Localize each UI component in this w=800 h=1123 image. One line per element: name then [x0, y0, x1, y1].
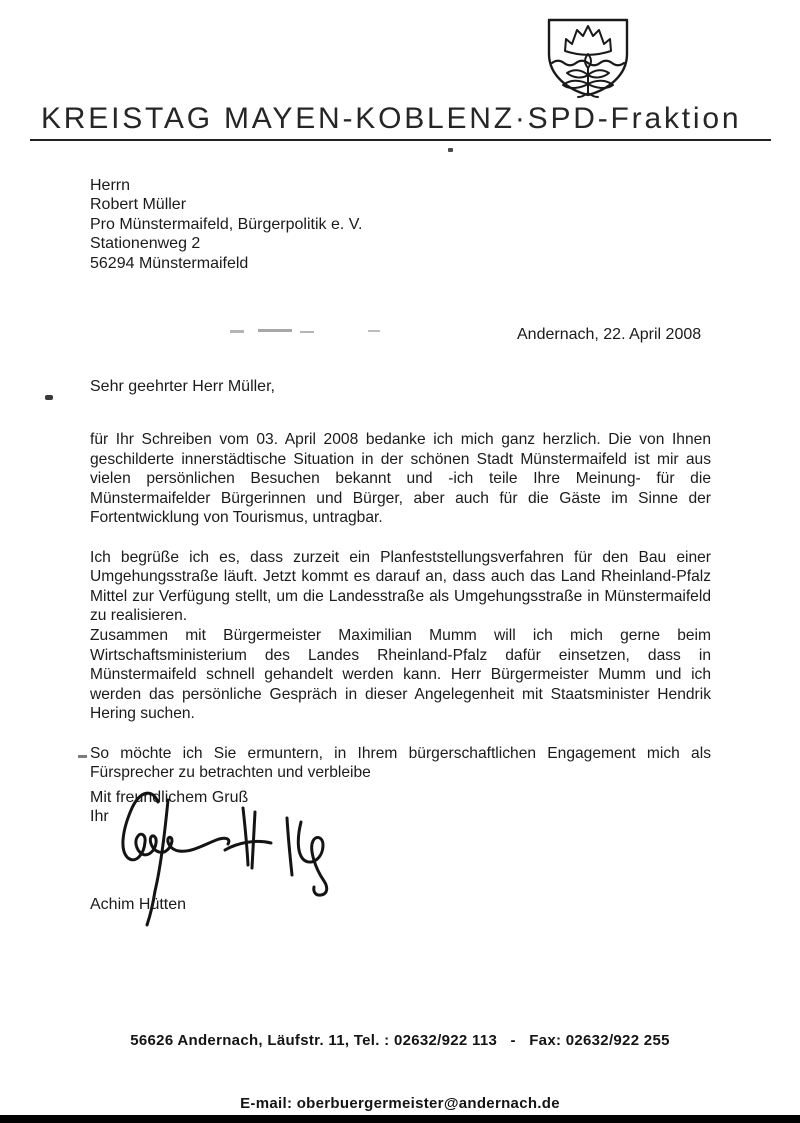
closing-pronoun: Ihr: [90, 808, 109, 826]
coat-of-arms-icon: [541, 16, 635, 100]
scan-artifact: [45, 395, 53, 400]
date-line: Andernach, 22. April 2008: [517, 326, 702, 343]
body-paragraph: So möchte ich Sie ermuntern, in Ihrem bürgerschaftlichen Engagement mich als Fürsprecher zu betrachten und verbleibe: [90, 744, 711, 782]
scan-artifact: [448, 148, 453, 152]
closing-block: [90, 788, 248, 827]
scan-edge-shadow: [0, 1115, 800, 1123]
body-paragraph: für Ihr Schreiben vom 03. April 2008 bedanke ich mich ganz herzlich. Die von Ihnen geschilderte innerstädtische Situation in der schönen Stadt Münstermaifeld ist mir aus vielen persönlichen Besuchen bekannt und -ich teile Ihre Meinung- für die Münstermaifelder Bürgerinnen und Bürger, aber auch für die Gäste im Sinne der Fortentwicklung von Tourismus, untragbar.: [90, 431, 711, 527]
closing-salute: Mit freundlichem Gruß: [90, 789, 249, 806]
footer-address-phone: 56626 Andernach, Läufstr. 11, Tel. : 02632/922 113 - Fax: 02632/922 255: [130, 1032, 670, 1049]
recipient-line: Herrn: [90, 177, 131, 194]
recipient-line: Pro Münstermaifeld, Bürgerpolitik e. V.: [90, 215, 363, 233]
body-paragraph: Zusammen mit Bürgermeister Maximilian Mumm will ich mich gerne beim Wirtschaftsministerium des Landes Rheinland-Pfalz dafür einsetzen, dass in Münstermaifeld schnell gehandelt werden kann. Herr Bürgermeister Mumm und ich werden das persönliche Gespräch in dieser Angelegenheit mit Staatsminister Hendrik Hering suchen.: [90, 626, 711, 723]
signer-name: Achim Hütten: [90, 896, 187, 913]
scan-artifact: [258, 329, 292, 332]
scan-artifact: [230, 330, 244, 333]
scan-artifact: [368, 330, 380, 332]
footer-contact-block: [0, 988, 800, 1123]
recipient-line: 56294 Münstermaifeld: [90, 254, 249, 272]
letterhead-divider: [30, 139, 771, 141]
scan-artifact: [78, 755, 87, 758]
letter-body: [90, 430, 711, 802]
salutation: Sehr geehrter Herr Müller,: [90, 378, 275, 395]
body-paragraph: Ich begrüße ich es, dass zurzeit ein Planfeststellungsverfahren für den Bau einer Umgehungsstraße läuft. Jetzt kommt es darauf an, dass auch das Land Rheinland-Pfalz Mittel zur Verfügung stellt, um die Landesstraße als Umgehungsstraße in Münstermaifeld zu realisieren.: [90, 548, 711, 625]
organization-title: KREISTAG MAYEN-KOBLENZ·SPD-Fraktion: [41, 102, 742, 135]
recipient-line: Stationenweg 2: [90, 235, 201, 253]
footer-email: E-mail: oberbuergermeister@andernach.de: [240, 1095, 560, 1112]
recipient-address-block: [90, 176, 362, 273]
recipient-line: Robert Müller: [90, 196, 187, 214]
scan-artifact: [300, 331, 314, 333]
